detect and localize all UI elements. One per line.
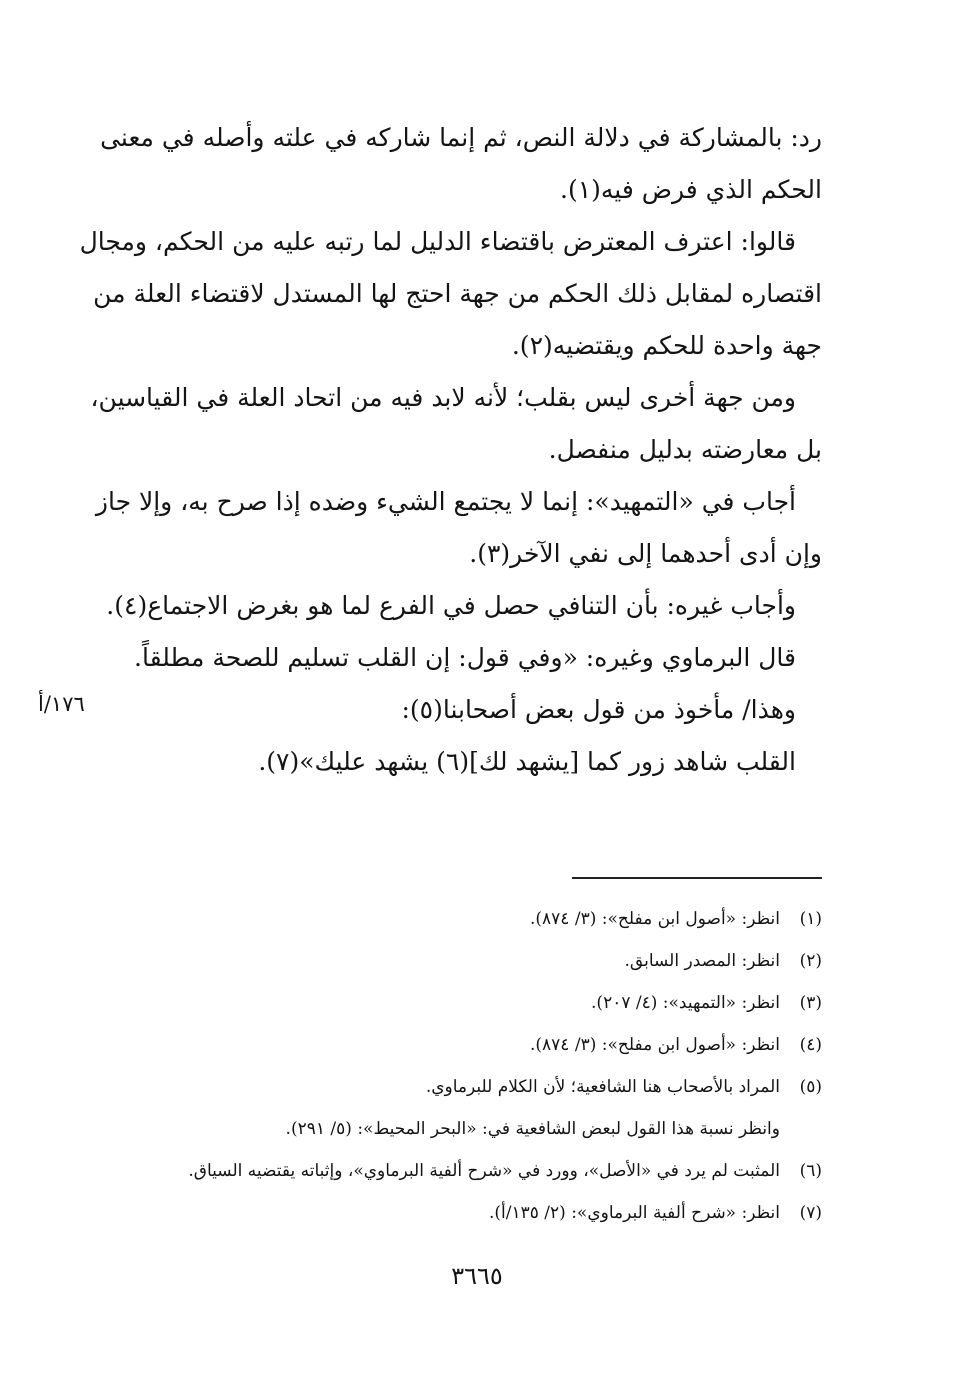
footnote-number: (١) — [799, 909, 822, 929]
footnote-number: (٥) — [799, 1077, 822, 1097]
paragraph — [110, 632, 822, 788]
text-line: أجاب في «التمهيد»: إنما لا يجتمع الشيء وضده إذا صرح به، وإلا جاز — [95, 487, 796, 516]
footnote-text: المثبت لم يرد في «الأصل»، وورد في «شرح ألفية البرماوي»، وإثباته يقتضيه السياق. — [188, 1161, 780, 1181]
text-line: رد: بالمشاركة في دلالة النص، ثم إنما شاركه في علته وأصله في معنى — [100, 123, 822, 152]
footnote-number: (٧) — [799, 1203, 822, 1223]
footnotes — [150, 898, 822, 1234]
paragraph — [95, 476, 822, 580]
footnote-text: انظر: «شرح ألفية البرماوي»: (٢/ ١٣٥/أ). — [488, 1203, 780, 1223]
paragraph — [100, 112, 822, 216]
footnote-text: انظر: «أصول ابن مفلح»: (٣/ ٨٧٤). — [529, 1035, 780, 1055]
page-number: ٣٦٦٥ — [451, 1262, 503, 1290]
footnote-separator — [572, 877, 822, 879]
footnote-number — [780, 1108, 822, 1150]
text-line: قال البرماوي وغيره: «وفي قول: إن القلب تسليم للصحة مطلقاً. — [134, 643, 796, 672]
footnote-number: (٢) — [799, 951, 822, 971]
footnote-continuation — [150, 1108, 822, 1150]
footnote-text: انظر: المصدر السابق. — [624, 951, 780, 971]
footnote — [150, 1066, 822, 1108]
text-line: اقتصاره لمقابل ذلك الحكم من جهة احتج لها المستدل لاقتضاء العلة من — [93, 279, 822, 308]
footnote-number: (٣) — [799, 993, 822, 1013]
footnote — [150, 1150, 822, 1192]
text-line: جهة واحدة للحكم ويقتضيه(٢). — [511, 331, 822, 360]
footnote-text: وانظر نسبة هذا القول لبعض الشافعية في: «البحر المحيط»: (٥/ ٢٩١). — [285, 1119, 780, 1139]
text-line: وإن أدى أحدهما إلى نفي الآخر(٣). — [469, 539, 822, 568]
footnote-number: (٦) — [799, 1161, 822, 1181]
footnote — [150, 1192, 822, 1234]
text-line: بل معارضته بدليل منفصل. — [548, 435, 822, 464]
text-line: وهذا/ مأخوذ من قول بعض أصحابنا(٥): — [401, 695, 796, 724]
paragraph — [79, 216, 822, 372]
text-line: الحكم الذي فرض فيه(١). — [560, 175, 822, 204]
footnote — [150, 898, 822, 940]
text-line: وأجاب غيره: بأن التنافي حصل في الفرع لما هو بغرض الاجتماع(٤). — [106, 591, 796, 620]
paragraph — [90, 372, 822, 476]
footnote — [150, 982, 822, 1024]
footnote-text: المراد بالأصحاب هنا الشافعية؛ لأن الكلام للبرماوي. — [425, 1077, 780, 1097]
footnote-text: انظر: «أصول ابن مفلح»: (٣/ ٨٧٤). — [529, 909, 780, 929]
footnote — [150, 1024, 822, 1066]
paragraph — [106, 580, 822, 632]
text-line: قالوا: اعترف المعترض باقتضاء الدليل لما رتبه عليه من الحكم، ومجال — [79, 227, 796, 256]
footnote-number: (٤) — [799, 1035, 822, 1055]
manuscript-folio-note: ١٧٦/أ — [38, 692, 85, 716]
text-line: القلب شاهد زور كما [يشهد لك](٦) يشهد عليك»(٧). — [258, 747, 796, 776]
footnote — [150, 940, 822, 982]
main-text — [79, 112, 822, 788]
text-line: ومن جهة أخرى ليس بقلب؛ لأنه لابد فيه من اتحاد العلة في القياسين، — [90, 383, 796, 412]
footnote-text: انظر: «التمهيد»: (٤/ ٢٠٧). — [591, 993, 780, 1013]
